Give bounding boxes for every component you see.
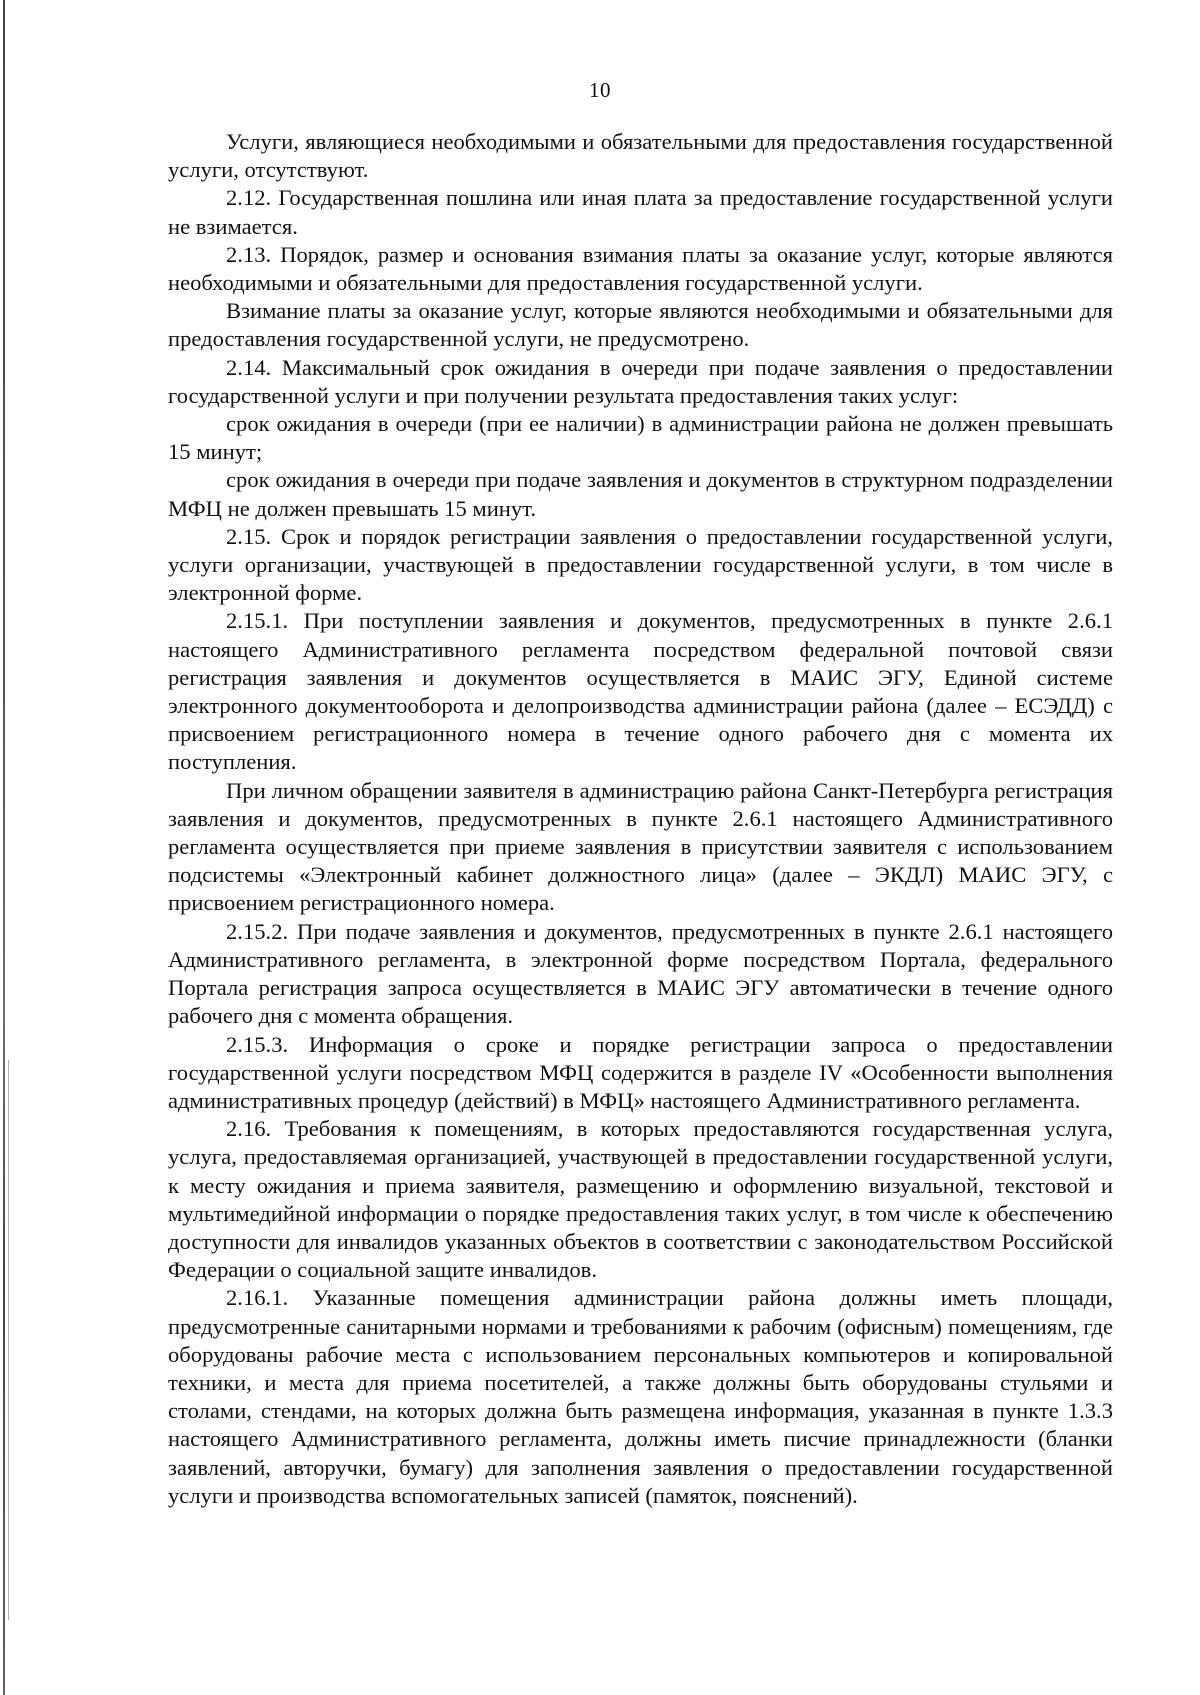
scan-edge-line <box>3 0 5 1695</box>
paragraph-fee-not-provided: Взимание платы за оказание услуг, которые являются необходимыми и обязательными для предоставления государственной услуги, не предусмотрено. <box>168 298 1113 352</box>
page-number: 10 <box>589 78 611 102</box>
paragraph-2-14: 2.14. Максимальный срок ожидания в очереди при подаче заявления о предоставлении государственной услуги и при получении результата предоставления таких услуг: <box>168 354 1113 408</box>
paragraph-services-absent: Услуги, являющиеся необходимыми и обязательными для предоставления государственной услуги, отсутствуют. <box>168 129 1113 183</box>
document-body <box>168 128 1113 1510</box>
paragraph-2-15: 2.15. Срок и порядок регистрации заявления о предоставлении государственной услуги, услуги организации, участвующей в предоставлении государственной услуги, в том числе в электронной форме. <box>168 523 1113 606</box>
paragraph-2-12: 2.12. Государственная пошлина или иная плата за предоставление государственной услуги не взимается. <box>168 185 1113 239</box>
paragraph-wait-admin: срок ожидания в очереди (при ее наличии) в администрации района не должен превышать 15 минут; <box>168 411 1113 465</box>
paragraph-2-15-3: 2.15.3. Информация о сроке и порядке регистрации запроса о предоставлении государственной услуги посредством МФЦ содержится в разделе IV «Особенности выполнения административных процедур (действий) в МФЦ» настоящего Административного регламента. <box>168 1031 1113 1113</box>
paragraph-personal-visit: При личном обращении заявителя в администрацию района Санкт-Петербурга регистрация заявления и документов, предусмотренных в пункте 2.6.1 настоящего Административного регламента осуществляется при приеме заявления в присутствии заявителя с использованием подсистемы «Электронный кабинет должностного лица» (далее – ЭКДЛ) МАИС ЭГУ, с присвоением регистрационного номера. <box>168 777 1113 916</box>
paragraph-2-16: 2.16. Требования к помещениям, в которых предоставляются государственная услуга, услуга, предоставляемая организацией, участвующей в предоставлении государственной услуги, к месту ожидания и приема заявителя, размещению и оформлению визуальной, текстовой и мультимедийной информации о порядке предоставления таких услуг, в том числе к обеспечению доступности для инвалидов указанных объектов в соответствии с законодательством Российской Федерации о социальной защите инвалидов. <box>168 1116 1113 1283</box>
paragraph-2-16-1: 2.16.1. Указанные помещения администрации района должны иметь площади, предусмотренные санитарными нормами и требованиями к рабочим (офисным) помещениям, где оборудованы рабочие места с использованием персональных компьютеров и копировальной техники, и места для приема посетителей, а также должны быть оборудованы стульями и столами, стендами, на которых должна быть размещена информация, указанная в пункте 1.3.3 настоящего Административного регламента, должны иметь писчие принадлежности (бланки заявлений, авторучки, бумагу) для заполнения заявления о предоставлении государственной услуги и производства вспомогательных записей (памяток, пояснений). <box>168 1285 1113 1508</box>
scan-edge-line-secondary <box>8 1060 9 1620</box>
paragraph-2-15-2: 2.15.2. При подаче заявления и документов, предусмотренных в пункте 2.6.1 настоящего Административного регламента, в электронной форме посредством Портала, федерального Портала регистрация запроса осуществляется в МАИС ЭГУ автоматически в течение одного рабочего дня с момента обращения. <box>168 918 1113 1029</box>
paragraph-2-15-1: 2.15.1. При поступлении заявления и документов, предусмотренных в пункте 2.6.1 настоящего Административного регламента посредством федеральной почтовой связи регистрация заявления и документов осуществляется в МАИС ЭГУ, Единой системе электронного документооборота и делопроизводства администрации района (далее – ЕСЭДД) с присвоением регистрационного номера в течение одного рабочего дня с момента их поступления. <box>168 608 1113 775</box>
paragraph-wait-mfc: срок ожидания в очереди при подаче заявления и документов в структурном подразделении МФЦ не должен превышать 15 минут. <box>168 467 1113 521</box>
paragraph-2-13: 2.13. Порядок, размер и основания взимания платы за оказание услуг, которые являются необходимыми и обязательными для предоставления государственной услуги. <box>168 241 1113 296</box>
